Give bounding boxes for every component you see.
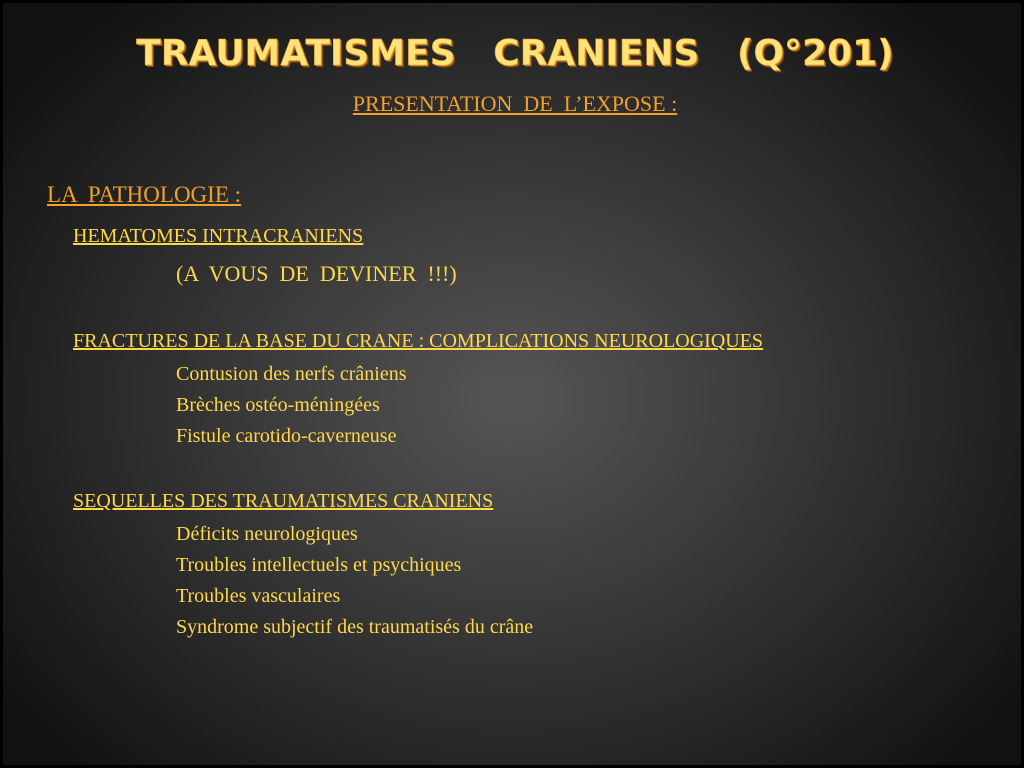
section-heading: LA PATHOLOGIE : [47, 182, 242, 207]
slide-title: TRAUMATISMES CRANIENS (Q°201) [136, 33, 894, 74]
list-item: Troubles intellectuels et psychiques [176, 554, 462, 576]
topic-heading-fractures: FRACTURES DE LA BASE DU CRANE : COMPLICATIONS NEUROLOGIQUES [73, 330, 764, 352]
topic-heading-hematomes: HEMATOMES INTRACRANIENS [73, 225, 364, 247]
list-item: Syndrome subjectif des traumatisés du crâne [176, 616, 534, 638]
list-item: Contusion des nerfs crâniens [176, 363, 407, 385]
topic-heading-sequelles: SEQUELLES DES TRAUMATISMES CRANIENS [73, 490, 494, 512]
list-item: Troubles vasculaires [176, 585, 341, 607]
list-item: Déficits neurologiques [176, 523, 358, 545]
list-item: Fistule carotido-caverneuse [176, 425, 397, 447]
slide-subtitle: PRESENTATION DE L’EXPOSE : [352, 91, 678, 116]
topic-note: (A VOUS DE DEVINER !!!) [176, 261, 457, 286]
list-item: Brèches ostéo-méningées [176, 394, 380, 416]
